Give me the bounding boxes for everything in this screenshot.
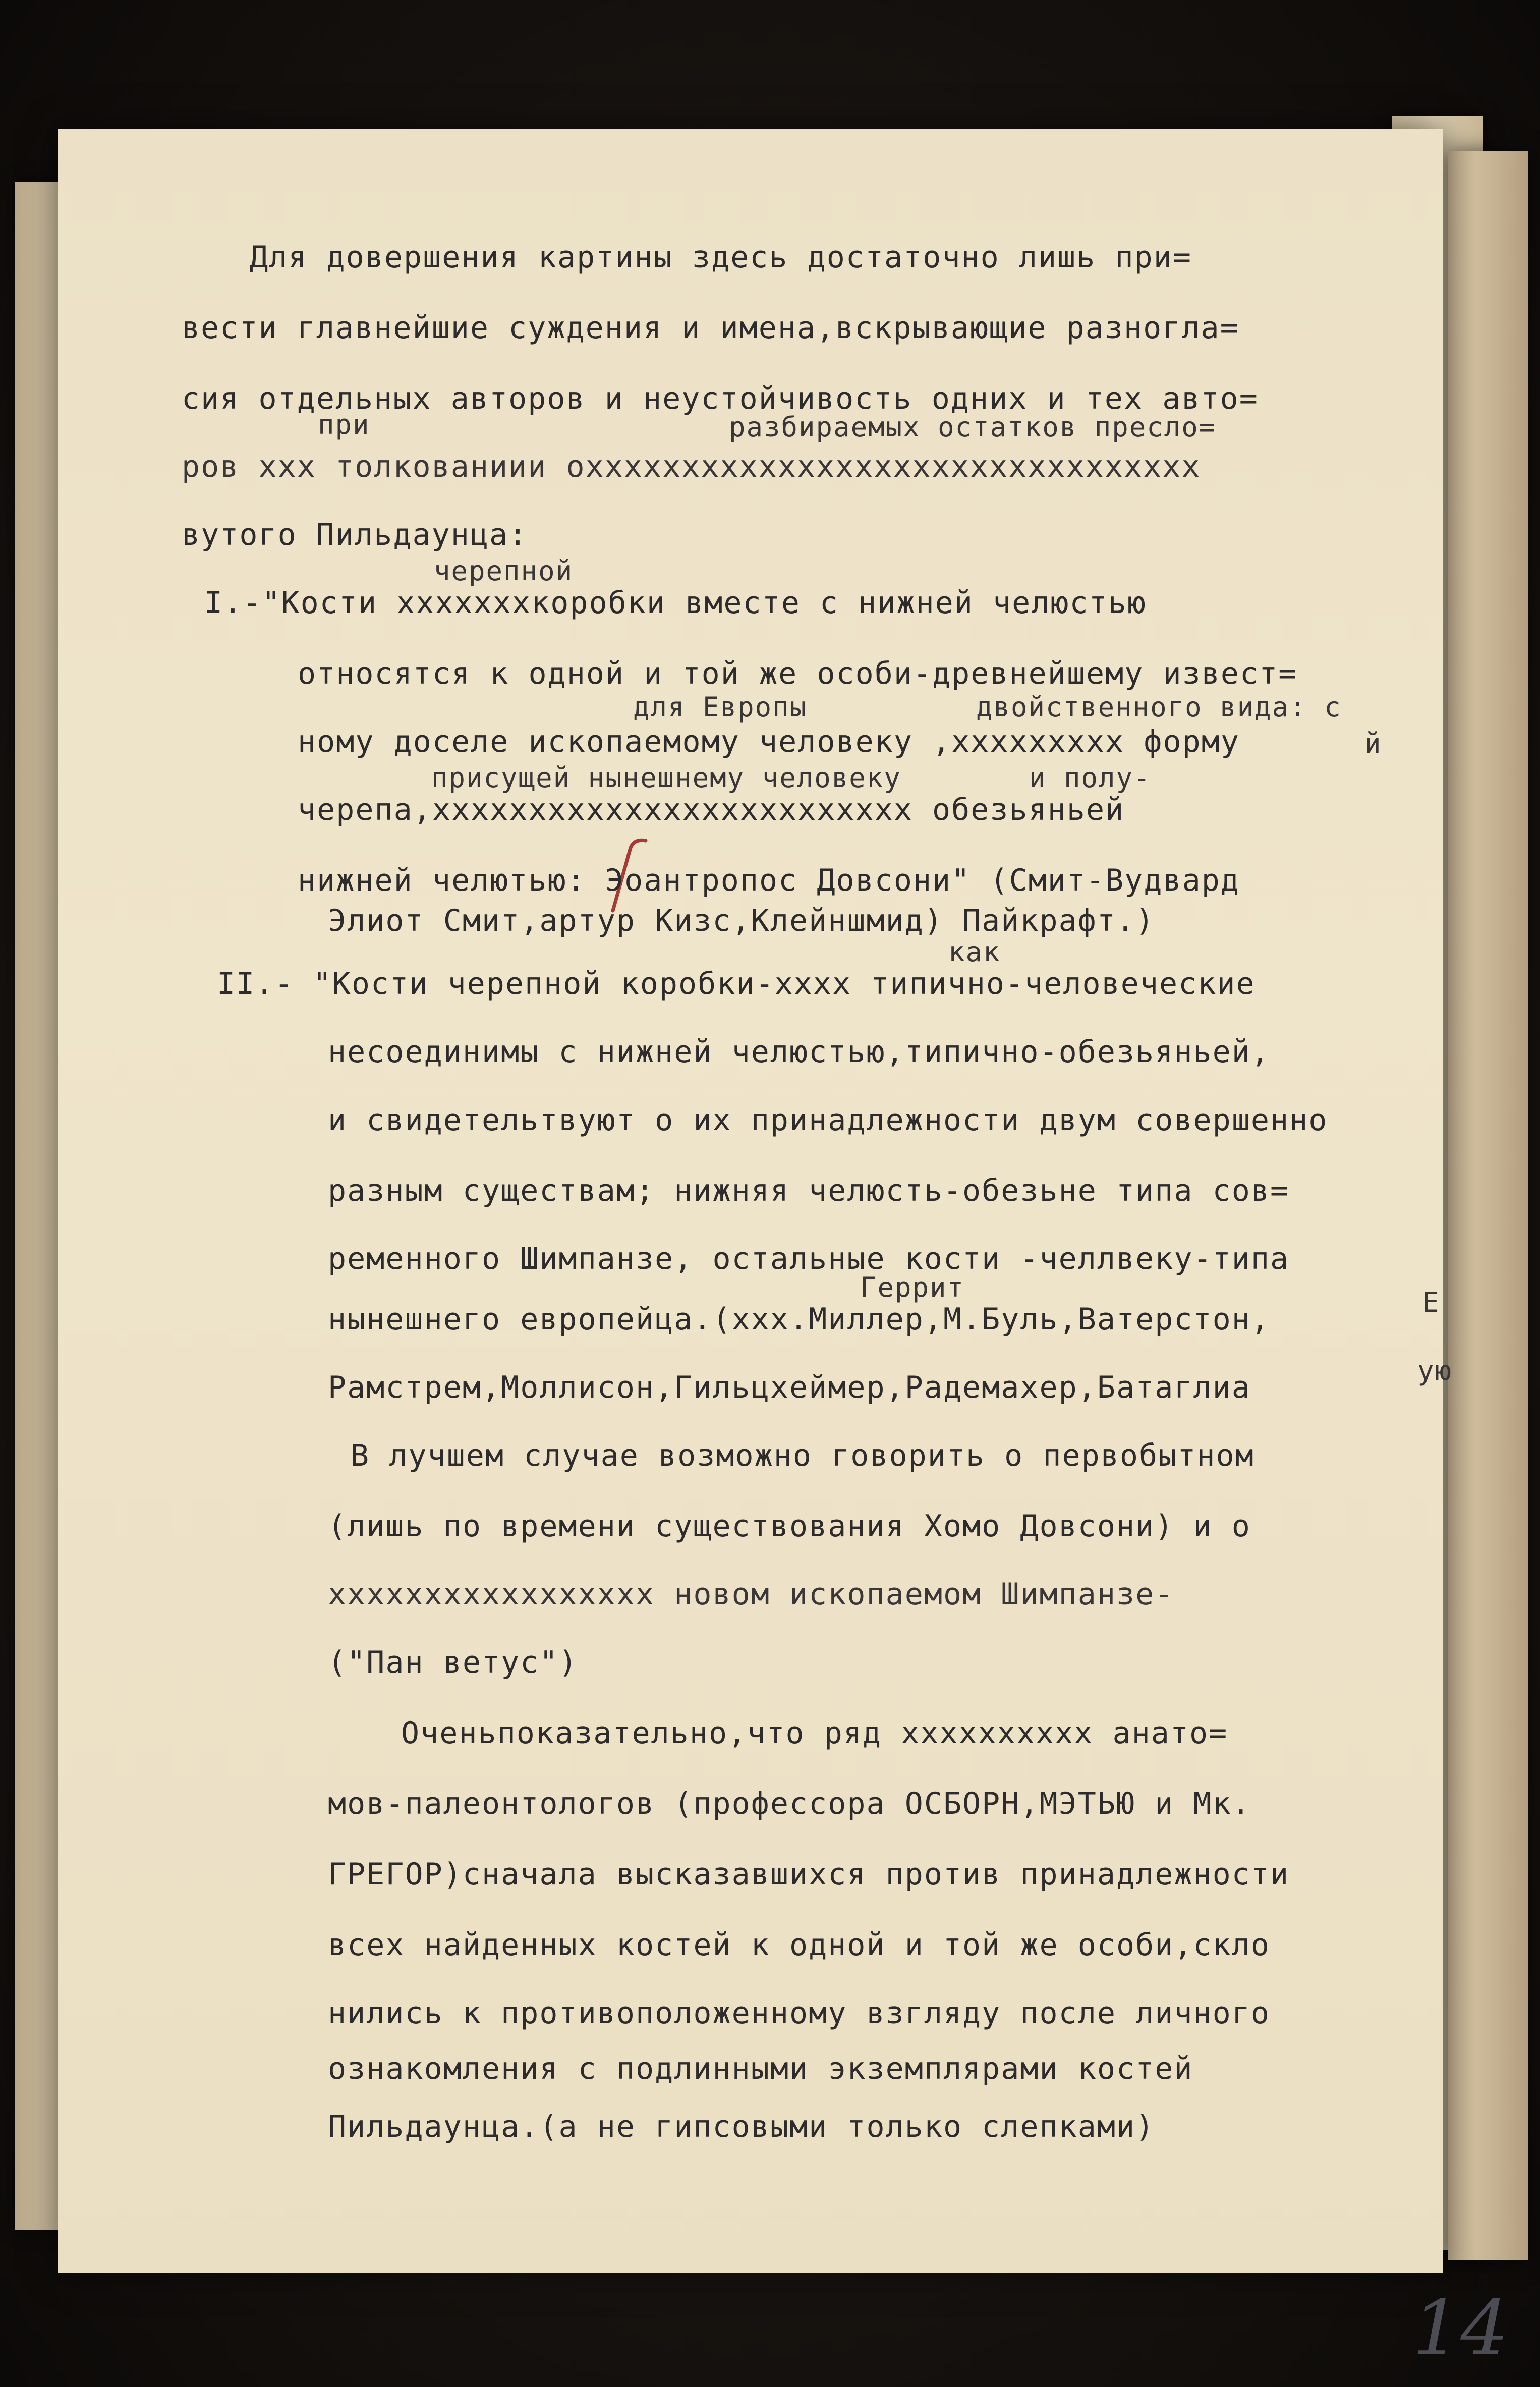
text-line: несоединимы с нижней челюстью,типично-обезьяньей,	[328, 1034, 1271, 1070]
typed-insertion: черепной	[434, 555, 574, 587]
typed-insertion: й	[1364, 728, 1382, 759]
text-line: разным существам; нижняя челюсть-обезьне типа сов=	[328, 1173, 1290, 1208]
text-line: Пильдаунца.(а не гипсовыми только слепками)	[328, 2109, 1155, 2144]
text-line: (лишь по времени существования Хомо Довсони) и о	[328, 1509, 1251, 1544]
text-line: вутого Пильдаунца:	[182, 517, 528, 552]
typed-insertion: присущей нынешнему человеку	[431, 762, 901, 794]
text-line: Рамстрем,Моллисон,Гильцхеймер,Радемахер,Батаглиа	[328, 1370, 1251, 1405]
text-line: сия отдельных авторов и неустойчивость одних и тех авто=	[182, 381, 1259, 416]
typed-insertion: Геррит	[860, 1271, 965, 1303]
text-line: ров ххх толкованиии охххххххххххххххххххххххххххххххх	[182, 449, 1201, 484]
text-line: I.-"Кости хххххххкоробки вместе с нижней челюстью	[204, 585, 1147, 621]
text-line: нынешнего европейца.(ххх.Миллер,М.Буль,Ватерстон,	[328, 1302, 1271, 1337]
text-line: нились к противоположенному взгляду после личного	[328, 1995, 1271, 2031]
text-line: нижней челютью: Эоантропос Довсони" (Смит-Вудвард	[298, 863, 1240, 898]
text-line: ременного Шимпанзе, остальные кости -челлвеку-типа	[328, 1241, 1290, 1276]
text-line: II.- "Кости черепной коробки-хххх типично-человеческие	[217, 966, 1256, 1002]
text-line: ("Пан ветус")	[328, 1645, 578, 1680]
text-line: ххххххххххххххххх новом ископаемом Шимпанзе-	[328, 1577, 1174, 1612]
underlying-page-edge	[1448, 151, 1528, 2260]
text-line: вести главнейшие суждения и имена,вскрывающие разногла=	[182, 310, 1239, 346]
text-line: и свидетельтвуют о их принадлежности двум совершенно	[328, 1102, 1328, 1138]
text-line: относятся к одной и той же особи-древнейшему извест=	[298, 656, 1298, 691]
text-line: мов-палеонтологов (профессора ОСБОРН,МЭТЬЮ и Мк.	[328, 1786, 1251, 1821]
text-line: Элиот Смит,артур Кизс,Клейншмид) Пайкрафт.)	[328, 903, 1155, 938]
typed-insertion: для Европы	[633, 691, 808, 723]
typed-insertion: и полу-	[1029, 762, 1151, 794]
text-line: ному доселе ископаемому человеку ,ххххххххх форму	[298, 724, 1240, 759]
handwritten-page-number: 14	[1412, 2285, 1509, 2372]
typed-insertion: ую	[1417, 1355, 1453, 1386]
typed-insertion: Е	[1422, 1287, 1440, 1318]
typed-insertion: как	[948, 936, 1001, 968]
text-line: Оченьпоказательно,что ряд хххххххххх анато=	[401, 1715, 1228, 1751]
document-sheet	[58, 129, 1509, 2372]
text-line: черепа,ххххххххххххххххххххххххх обезьяньей	[298, 792, 1125, 827]
typed-insertion: двойственного вида: с	[976, 691, 1342, 723]
text-line: ГРЕГОР)сначала высказавшихся против принадлежности	[328, 1857, 1290, 1892]
text-line: ознакомления с подлинными экземплярами костей	[328, 2051, 1193, 2086]
typed-insertion: разбираемых остатков преслo=	[729, 411, 1217, 443]
text-line: всех найденных костей к одной и той же особи,скло	[328, 1927, 1271, 1963]
typed-insertion: при	[318, 409, 370, 440]
text-line: В лучшем случае возможно говорить о первобытном	[351, 1438, 1254, 1473]
text-line: Для довершения картины здесь достаточно лишь при=	[250, 240, 1192, 275]
